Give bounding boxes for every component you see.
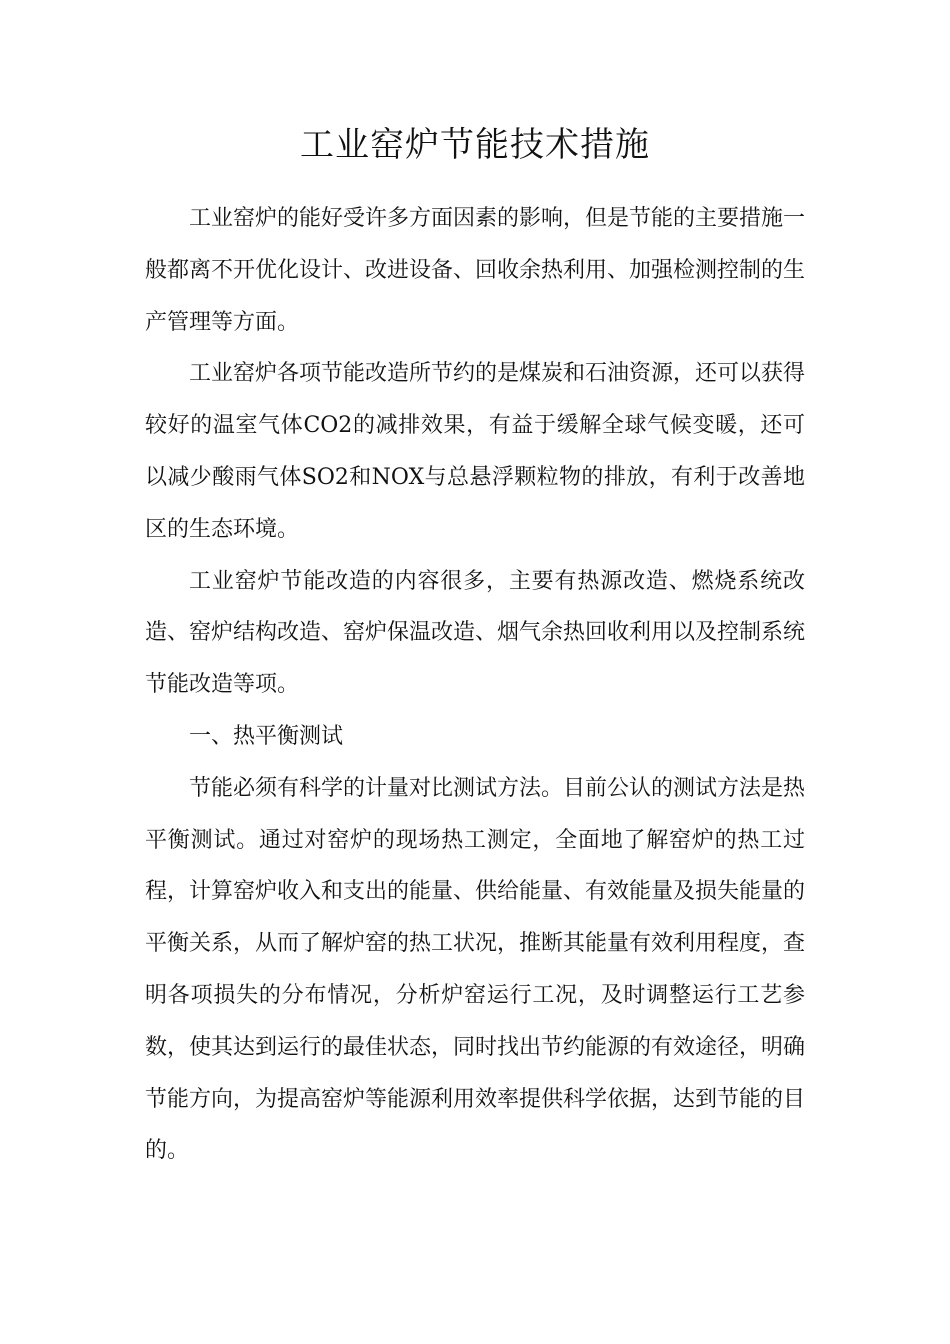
paragraph-intro: 工业窑炉的能好受许多方面因素的影响，但是节能的主要措施一般都离不开优化设计、改进设备、回收余热利用、加强检测控制的生产管理等方面。: [145, 206, 806, 335]
paragraph-benefits: 工业窑炉各项节能改造所节约的是煤炭和石油资源，还可以获得较好的温室气体CO2的减排效果，有益于缓解全球气候变暖，还可以减少酸雨气体SO2和NOX与总悬浮颗粒物的排放，有利于改善地区的生态环境。: [145, 361, 806, 542]
document-title: 工业窑炉节能技术措施: [300, 125, 650, 165]
section-heading-heat-balance: 一、热平衡测试: [189, 723, 344, 749]
document-body: [145, 193, 805, 1177]
paragraph-heat-balance: 节能必须有科学的计量对比测试方法。目前公认的测试方法是热平衡测试。通过对窑炉的现场热工测定，全面地了解窑炉的热工过程，计算窑炉收入和支出的能量、供给能量、有效能量及损失能量的平衡关系，从而了解炉窑的热工状况，推断其能量有效利用程度，查明各项损失的分布情况，分析炉窑运行工况，及时调整运行工艺参数，使其达到运行的最佳状态，同时找出节约能源的有效途径，明确节能方向，为提高窑炉等能源利用效率提供科学依据，达到节能的目的。: [145, 775, 806, 1164]
paragraph-content: 工业窑炉节能改造的内容很多，主要有热源改造、燃烧系统改造、窑炉结构改造、窑炉保温改造、烟气余热回收利用以及控制系统节能改造等项。: [145, 568, 806, 698]
